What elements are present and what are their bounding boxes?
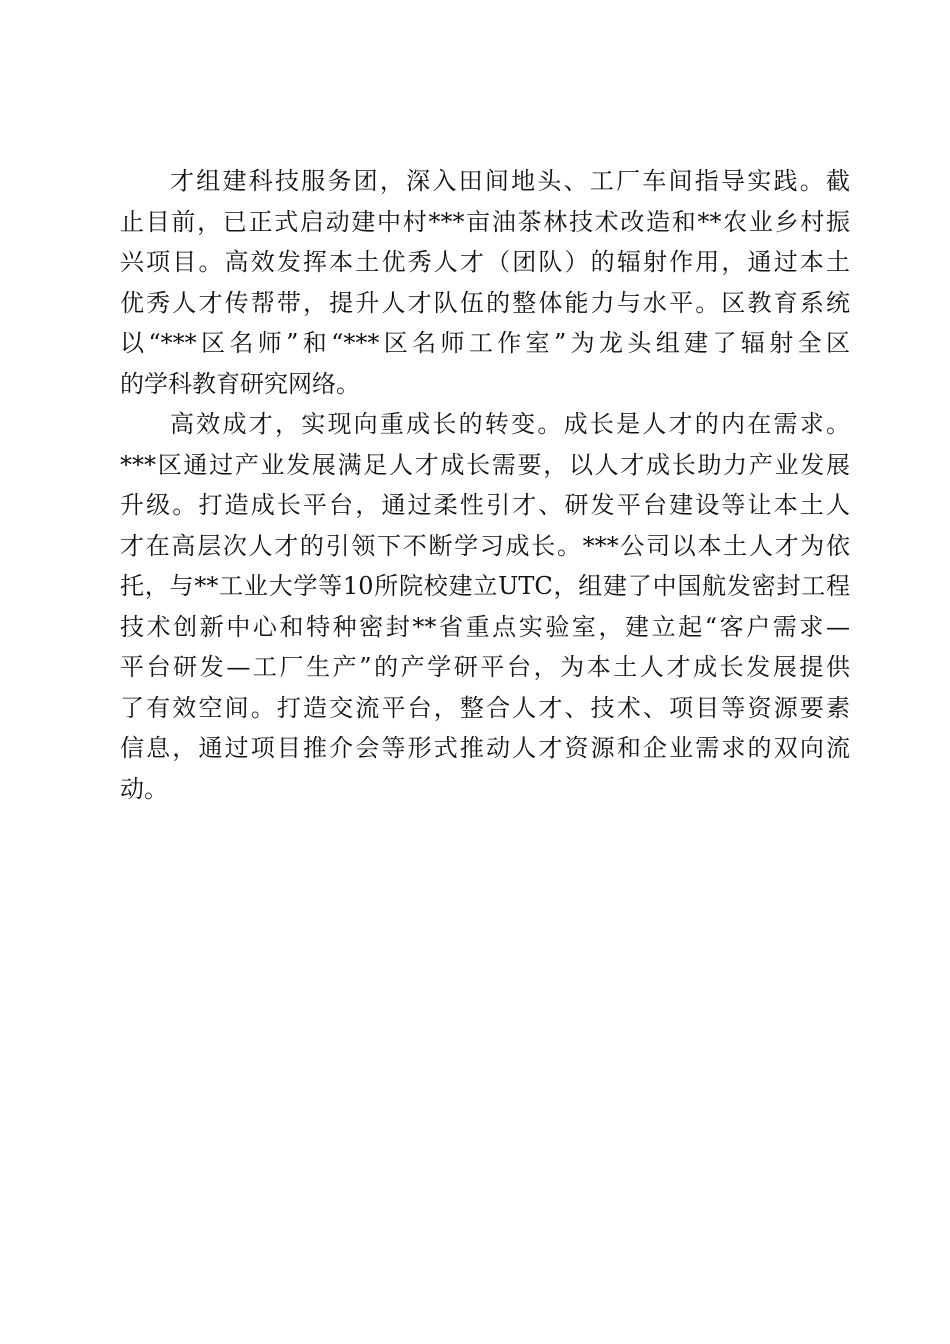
paragraph-2 — [120, 404, 850, 809]
paragraph-line: 动。 — [120, 774, 168, 803]
paragraph-line: 以“***区名师”和“***区名师工作室”为龙头组建了辐射全区 — [120, 329, 850, 357]
paragraph-line: 止目前，已正式启动建中村***亩油茶林技术改造和**农业乡村振 — [120, 207, 850, 236]
paragraph-line: 优秀人才传帮带，提升人才队伍的整体能力与水平。区教育系统 — [120, 288, 850, 317]
paragraph-line: 技术创新中心和特种密封**省重点实验室，建立起“客户需求— — [120, 612, 850, 641]
paragraph-line: 升级。打造成长平台，通过柔性引才、研发平台建设等让本土人 — [120, 491, 850, 519]
paragraph-1 — [120, 161, 850, 404]
paragraph-line: 的学科教育研究网络。 — [120, 369, 360, 398]
paragraph-line: 托，与**工业大学等10所院校建立UTC，组建了中国航发密封工程 — [120, 572, 850, 600]
paragraph-line: 才在高层次人才的引领下不断学习成长。***公司以本土人才为依 — [120, 531, 850, 560]
paragraph-line: 平台研发—工厂生产”的产学研平台，为本土人才成长发展提供 — [120, 653, 850, 681]
document-body — [120, 161, 850, 809]
paragraph-line: 才组建科技服务团，深入田间地头、工厂车间指导实践。截 — [170, 167, 850, 195]
paragraph-line: 高效成才，实现向重成长的转变。成长是人才的内在需求。 — [170, 410, 850, 438]
paragraph-line: 了有效空间。打造交流平台，整合人才、技术、项目等资源要素 — [120, 693, 850, 722]
paragraph-line: ***区通过产业发展满足人才成长需要，以人才成长助力产业发展 — [120, 450, 850, 479]
paragraph-line: 信息，通过项目推介会等形式推动人才资源和企业需求的双向流 — [120, 734, 850, 762]
paragraph-line: 兴项目。高效发挥本土优秀人才（团队）的辐射作用，通过本土 — [120, 248, 850, 276]
